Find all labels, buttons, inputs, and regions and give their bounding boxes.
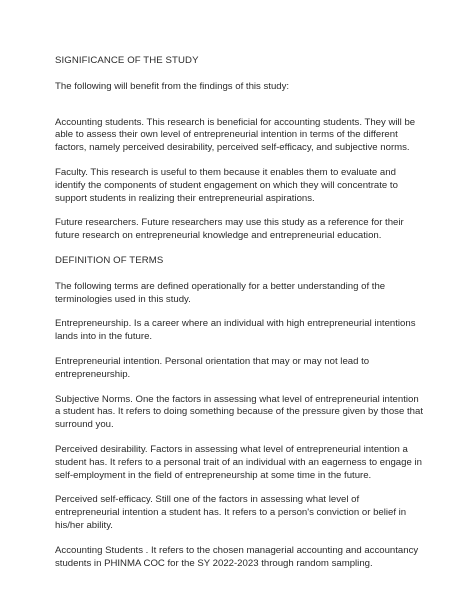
definition-entrepreneurship: Entrepreneurship. Is a career where an individual with high entrepreneurial intentions lands into in the future. <box>55 318 416 343</box>
paragraph-future-researchers: Future researchers. Future researchers may use this study as a reference for their future research on entrepreneurial knowledge and entrepreneurial education. <box>55 217 404 242</box>
definition-subjective-norms: Subjective Norms. One the factors in assessing what level of entrepreneurial intention a student has. It refers to doing something because of the pressure given by those that surround you. <box>55 393 423 431</box>
definitions-intro: The following terms are defined operationally for a better understanding of the terminologies used in this study. <box>55 280 386 305</box>
section-heading-significance: SIGNIFICANCE OF THE STUDY <box>55 55 199 66</box>
definition-accounting-students: Accounting Students . It refers to the chosen managerial accounting and accountancy students in PHINMA COC for the SY 2022-2023 through random sampling. <box>55 544 419 569</box>
definition-perceived-desirability: Perceived desirability. Factors in assessing what level of entrepreneurial intention a student has. It refers to a personal trait of an individual with an eagerness to engage in self-employment in the field of entrepreneurship at some time in the future. <box>55 443 422 481</box>
definition-perceived-self-efficacy: Perceived self-efficacy. Still one of the factors in assessing what level of entrepreneurial intention a student has. It refers to a person's conviction or belief in his/her ability. <box>55 494 407 531</box>
paragraph-accounting-students: Accounting students. This research is beneficial for accounting students. They will be able to assess their own level of entrepreneurial intention in terms of the different factors, namely perceived desirability, perceived self-efficacy, and subjective norms. <box>55 116 416 154</box>
paragraph-faculty: Faculty. This research is useful to them because it enables them to evaluate and identify the components of student engagement on which they will concentrate to support students in realizing their entrepreneurial aspirations. <box>55 166 398 204</box>
document-body <box>55 55 425 582</box>
definition-section <box>55 255 425 570</box>
definition-entrepreneurial-intention: Entrepreneurial intention. Personal orientation that may or may not lead to entrepreneurship. <box>55 355 370 380</box>
significance-intro: The following will benefit from the findings of this study: <box>55 80 290 92</box>
section-heading-definitions: DEFINITION OF TERMS <box>55 254 164 266</box>
